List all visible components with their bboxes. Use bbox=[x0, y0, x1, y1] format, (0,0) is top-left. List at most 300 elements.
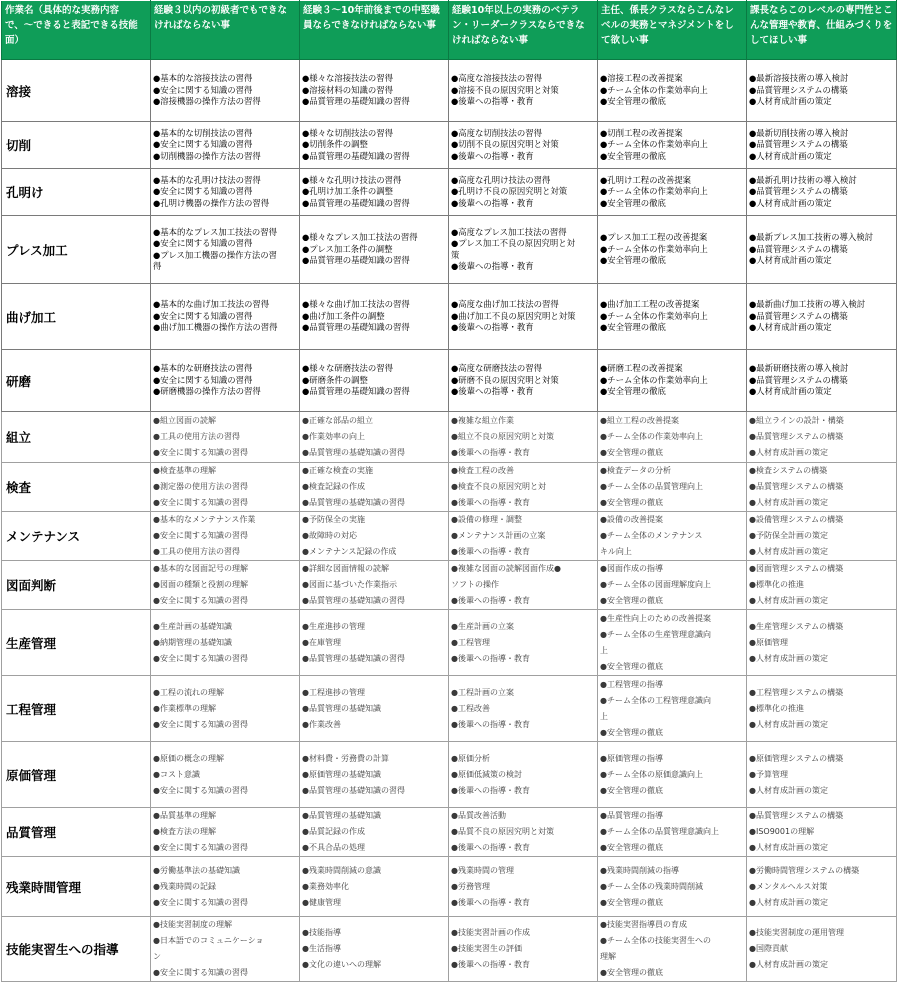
requirement-line: ●後輩への指導・教育 bbox=[451, 960, 530, 969]
table-row bbox=[2, 216, 897, 284]
requirement-line: ●原価の概念の理解 bbox=[153, 753, 224, 763]
requirement-line: ●基本的なメンテナンス作業 bbox=[153, 515, 256, 524]
requirement-cell bbox=[598, 412, 747, 463]
requirement-line: ●様々な曲げ加工技法の習得 bbox=[302, 299, 410, 310]
requirement-line: ●チーム全体の作業効率向上 bbox=[600, 186, 708, 197]
header-chief: 主任、係長クラスならこんなレベルの実務とマネジメントをして欲しい事 bbox=[598, 1, 747, 60]
requirement-line: ●高度なプレス加工技法の習得 bbox=[451, 226, 567, 237]
requirement-cell bbox=[151, 512, 300, 561]
requirement-line: ●正確な検査の実施 bbox=[302, 466, 373, 475]
requirement-cell bbox=[151, 561, 300, 610]
requirement-line: ●最新プレス加工技術の導入検討 bbox=[749, 232, 873, 243]
requirement-line: ●チーム全体の作業効率向上 bbox=[600, 310, 708, 321]
requirement-line: ●工具の使用方法の習得 bbox=[153, 432, 240, 441]
table-row bbox=[2, 122, 897, 169]
task-name-cell: メンテナンス bbox=[2, 512, 151, 561]
requirement-cell bbox=[747, 284, 897, 350]
requirement-line: ●メンタルヘルス対策 bbox=[749, 881, 828, 891]
requirement-line: ●品質記録の作成 bbox=[302, 827, 365, 836]
task-name-cell: 検査 bbox=[2, 463, 151, 512]
requirement-line: ●後輩への指導・教育 bbox=[451, 498, 530, 507]
requirement-line: ●品質管理の基礎知識の習得 bbox=[302, 322, 410, 333]
requirement-line: ●原価管理の基礎知識 bbox=[302, 769, 381, 779]
requirement-line: ●業務効率化 bbox=[302, 881, 349, 891]
requirement-cell bbox=[151, 917, 300, 982]
requirement-cell bbox=[151, 169, 300, 216]
requirement-line: ●チーム全体の工程管理意識向 bbox=[600, 695, 711, 705]
requirement-line: 理解 bbox=[600, 952, 616, 961]
requirement-cell bbox=[151, 857, 300, 917]
requirement-line: ●コスト意識 bbox=[153, 769, 200, 779]
requirement-line: ●プレス加工機器の操作方法の習 bbox=[153, 249, 277, 260]
requirement-cell bbox=[598, 676, 747, 742]
requirement-cell bbox=[300, 808, 449, 857]
requirement-cell bbox=[747, 122, 897, 169]
requirement-line: ●チーム全体のメンテナンス bbox=[600, 531, 703, 540]
table-body bbox=[2, 60, 897, 982]
requirement-line: ●プレス加工工程の改善提案 bbox=[600, 232, 708, 243]
requirement-cell bbox=[747, 512, 897, 561]
requirement-line: ●様々な切削技法の習得 bbox=[302, 127, 394, 138]
requirement-line: ●安全に関する知識の習得 bbox=[153, 843, 248, 852]
requirement-line: ●安全に関する知識の習得 bbox=[153, 448, 248, 457]
task-name-cell: 溶接 bbox=[2, 60, 151, 122]
requirement-line: ●ISO9001の理解 bbox=[749, 827, 815, 836]
requirement-line: ●工程管理 bbox=[451, 637, 490, 647]
requirement-cell bbox=[449, 463, 598, 512]
requirement-line: ●安全管理の徹底 bbox=[600, 596, 663, 605]
requirement-line: ●故障時の対応 bbox=[302, 531, 357, 540]
requirement-line: ●図面の種類と役割の理解 bbox=[153, 580, 248, 589]
task-name-cell: プレス加工 bbox=[2, 216, 151, 284]
requirement-line: ●検査工程の改善 bbox=[451, 466, 514, 475]
requirement-line: ●検査基準の理解 bbox=[153, 466, 216, 475]
requirement-line: ●チーム全体の品質管理意識向上 bbox=[600, 827, 719, 836]
requirement-line: ●基本的な曲げ加工技法の習得 bbox=[153, 299, 270, 310]
requirement-line: ●品質管理の基礎知識の習得 bbox=[302, 386, 410, 397]
requirement-cell bbox=[300, 216, 449, 284]
requirement-line: ●品質管理システムの構築 bbox=[749, 243, 848, 254]
requirement-line: ●人材育成計画の策定 bbox=[749, 719, 828, 729]
requirement-line: ●残業時間の管理 bbox=[451, 865, 514, 875]
table-row bbox=[2, 561, 897, 610]
requirement-line: ●切削機器の操作方法の習得 bbox=[153, 150, 261, 161]
task-name-cell: 孔明け bbox=[2, 169, 151, 216]
requirement-cell bbox=[151, 676, 300, 742]
requirement-cell bbox=[598, 463, 747, 512]
requirement-cell bbox=[747, 808, 897, 857]
requirement-line: ●チーム全体の作業効率向上 bbox=[600, 84, 708, 95]
requirement-line: ●チーム全体の図面理解度向上 bbox=[600, 580, 711, 589]
requirement-line: ●原価管理の指導 bbox=[600, 753, 663, 763]
requirement-line: ●安全管理の徹底 bbox=[600, 197, 666, 208]
requirement-line: ●組立工程の改善提案 bbox=[600, 416, 679, 425]
requirement-line: ●標準化の推進 bbox=[749, 703, 804, 713]
requirement-line: ●安全管理の徹底 bbox=[600, 96, 666, 107]
requirement-line: ●人材育成計画の策定 bbox=[749, 960, 828, 969]
requirement-line: ●チーム全体の原価意識向上 bbox=[600, 769, 703, 779]
requirement-line: ●生産性向上のための改善提案 bbox=[600, 613, 711, 623]
requirement-cell bbox=[747, 412, 897, 463]
requirement-line: ●残業時間削減の指導 bbox=[600, 865, 679, 875]
requirement-cell bbox=[747, 216, 897, 284]
requirement-cell bbox=[598, 610, 747, 676]
task-name-cell: 品質管理 bbox=[2, 808, 151, 857]
task-name-cell: 技能実習生への指導 bbox=[2, 917, 151, 982]
requirement-line: ●生産計画の立案 bbox=[451, 621, 514, 631]
requirement-line: ●安全管理の徹底 bbox=[600, 255, 666, 266]
requirement-line: ●原価管理 bbox=[749, 637, 788, 647]
requirement-line: ●予算管理 bbox=[749, 769, 788, 779]
requirement-line: ●人材育成計画の策定 bbox=[749, 596, 828, 605]
requirement-line: ●メンテナンス記録の作成 bbox=[302, 547, 397, 556]
requirement-line: ●品質管理システムの構築 bbox=[749, 310, 848, 321]
requirement-line: ●人材育成計画の策定 bbox=[749, 785, 828, 795]
requirement-line: ●品質管理システムの構築 bbox=[749, 139, 848, 150]
requirement-line: ●安全に関する知識の習得 bbox=[153, 785, 248, 795]
requirement-line: 策 bbox=[451, 249, 460, 260]
requirement-line: ●研磨不良の原因究明と対策 bbox=[451, 374, 559, 385]
requirement-line: ●安全管理の徹底 bbox=[600, 661, 663, 671]
header-manager: 課長ならこのレベルの専門性とこんな管理や教育、仕組みづくりをしてほしい事 bbox=[747, 1, 897, 60]
task-name-cell: 曲げ加工 bbox=[2, 284, 151, 350]
requirement-line: ●品質管理システムの構築 bbox=[749, 432, 844, 441]
requirement-line: 上 bbox=[600, 711, 608, 721]
requirement-line: ●後輩への指導・教育 bbox=[451, 897, 530, 907]
requirement-line: ●孔明け工程の改善提案 bbox=[600, 174, 692, 185]
requirement-line: ●設備の改善提案 bbox=[600, 515, 663, 524]
requirement-line: ●工程進捗の管理 bbox=[302, 687, 365, 697]
requirement-line: ●最新切削技術の導入検討 bbox=[749, 127, 849, 138]
requirement-line: ●予防保全の実施 bbox=[302, 515, 365, 524]
requirement-line: ●チーム全体の品質管理向上 bbox=[600, 482, 703, 491]
requirement-line: ●技能実習指導員の育成 bbox=[600, 920, 687, 929]
requirement-line: ●品質管理システムの構築 bbox=[749, 811, 844, 820]
requirement-line: ●品質管理の基礎知識 bbox=[302, 703, 381, 713]
requirement-line: ●作業標準の理解 bbox=[153, 703, 216, 713]
requirement-line: ●溶接機器の操作方法の習得 bbox=[153, 96, 261, 107]
requirement-cell bbox=[151, 412, 300, 463]
requirement-line: ●労働時間管理システムの構築 bbox=[749, 865, 860, 875]
requirement-line: ●孔明け加工条件の調整 bbox=[302, 186, 394, 197]
requirement-line: ●品質不良の原因究明と対策 bbox=[451, 827, 554, 836]
requirement-line: ●人材育成計画の策定 bbox=[749, 498, 828, 507]
requirement-cell bbox=[151, 808, 300, 857]
table-row bbox=[2, 169, 897, 216]
requirement-cell bbox=[747, 917, 897, 982]
requirement-cell bbox=[300, 463, 449, 512]
requirement-line: ●技能実習制度の運用管理 bbox=[749, 928, 844, 937]
requirement-cell bbox=[300, 676, 449, 742]
requirement-line: ●工程改善 bbox=[451, 703, 490, 713]
requirement-line: ●安全管理の徹底 bbox=[600, 843, 663, 852]
requirement-line: ●様々な溶接技法の習得 bbox=[302, 73, 394, 84]
requirement-line: ●チーム全体の作業効率向上 bbox=[600, 139, 708, 150]
requirement-line: ●安全に関する知識の習得 bbox=[153, 84, 253, 95]
requirement-line: ●納期管理の基礎知識 bbox=[153, 637, 232, 647]
task-name-cell: 工程管理 bbox=[2, 676, 151, 742]
requirement-line: ●人材育成計画の策定 bbox=[749, 322, 832, 333]
requirement-line: ●複雑な図面の読解図面作成● bbox=[451, 564, 561, 573]
requirement-line: ●品質基準の理解 bbox=[153, 811, 216, 820]
requirement-cell bbox=[747, 60, 897, 122]
requirement-line: ●安全に関する知識の習得 bbox=[153, 310, 253, 321]
requirement-cell bbox=[300, 561, 449, 610]
requirement-line: ●材料費・労務費の計算 bbox=[302, 753, 389, 763]
requirement-line: ●組立図面の読解 bbox=[153, 416, 216, 425]
requirement-line: ●品質管理システムの構築 bbox=[749, 186, 848, 197]
requirement-line: ●図面管理システムの構築 bbox=[749, 564, 844, 573]
requirement-cell bbox=[151, 742, 300, 808]
requirement-line: ●組立不良の原因究明と対策 bbox=[451, 432, 554, 441]
requirement-cell bbox=[300, 350, 449, 412]
requirement-cell bbox=[598, 350, 747, 412]
requirement-line: ●作業効率の向上 bbox=[302, 432, 365, 441]
requirement-line: ●安全に関する知識の習得 bbox=[153, 968, 248, 977]
requirement-line: ●安全管理の徹底 bbox=[600, 150, 666, 161]
requirement-line: ●高度な孔明け技法の習得 bbox=[451, 174, 551, 185]
requirement-line: ●品質管理の基礎知識の習得 bbox=[302, 596, 405, 605]
requirement-line: ●最新曲げ加工技術の導入検討 bbox=[749, 299, 866, 310]
requirement-cell bbox=[449, 412, 598, 463]
task-name-cell: 組立 bbox=[2, 412, 151, 463]
header-task-name: 作業名（具体的な実務内容で、〜できると表記できる技能面） bbox=[2, 1, 151, 60]
requirement-cell bbox=[300, 917, 449, 982]
requirement-line: ●品質管理の基礎知識の習得 bbox=[302, 96, 410, 107]
requirement-line: ●後輩への指導・教育 bbox=[451, 96, 534, 107]
requirement-line: ●高度な研磨技法の習得 bbox=[451, 363, 543, 374]
requirement-line: ●在庫管理 bbox=[302, 637, 341, 647]
requirement-line: ●検査データの分析 bbox=[600, 466, 671, 475]
requirement-line: ●メンテナンス計画の立案 bbox=[451, 531, 546, 540]
requirement-line: ●最新溶接技術の導入検討 bbox=[749, 73, 849, 84]
requirement-line: ●孔明け不良の原因究明と対策 bbox=[451, 186, 568, 197]
task-name-cell: 研磨 bbox=[2, 350, 151, 412]
requirement-line: ●品質管理の基礎知識の習得 bbox=[302, 448, 405, 457]
requirement-cell bbox=[151, 60, 300, 122]
requirement-line: ●高度な切削技法の習得 bbox=[451, 127, 543, 138]
requirement-cell bbox=[747, 676, 897, 742]
requirement-line: ●工程管理システムの構築 bbox=[749, 687, 844, 697]
task-name-cell: 生産管理 bbox=[2, 610, 151, 676]
requirement-line: ●安全管理の徹底 bbox=[600, 897, 663, 907]
requirement-cell bbox=[151, 216, 300, 284]
requirement-line: ●後輩への指導・教育 bbox=[451, 843, 530, 852]
table-row bbox=[2, 512, 897, 561]
requirement-line: ●複雑な組立作業 bbox=[451, 416, 514, 425]
requirement-line: ●品質管理システムの構築 bbox=[749, 374, 848, 385]
table-row bbox=[2, 284, 897, 350]
requirement-line: ●切削不良の原因究明と対策 bbox=[451, 139, 559, 150]
task-name-cell: 残業時間管理 bbox=[2, 857, 151, 917]
requirement-line: ●後輩への指導・教育 bbox=[451, 150, 534, 161]
requirement-line: ●研磨条件の調整 bbox=[302, 374, 368, 385]
requirement-line: ●曲げ加工機器の操作方法の習得 bbox=[153, 322, 278, 333]
requirement-line: ●生産管理システムの構築 bbox=[749, 621, 844, 631]
requirement-line: ●工程の流れの理解 bbox=[153, 687, 224, 697]
requirement-line: ●後輩への指導・教育 bbox=[451, 322, 534, 333]
requirement-line: ●安全管理の徹底 bbox=[600, 386, 666, 397]
requirement-line: ●安全管理の徹底 bbox=[600, 498, 663, 507]
requirement-line: ●検査システムの構築 bbox=[749, 466, 828, 475]
requirement-cell bbox=[300, 60, 449, 122]
requirement-line: ●最新研磨技術の導入検討 bbox=[749, 363, 849, 374]
requirement-line: ●最新孔明け技術の導入検討 bbox=[749, 174, 857, 185]
requirement-line: ●労務管理 bbox=[451, 881, 490, 891]
requirement-cell bbox=[598, 808, 747, 857]
requirement-line: ●基本的なプレス加工技法の習得 bbox=[153, 226, 277, 237]
table-row bbox=[2, 610, 897, 676]
requirement-line: ●チーム全体の生産管理意識向 bbox=[600, 629, 711, 639]
requirement-line: ●工具の使用方法の習得 bbox=[153, 547, 240, 556]
requirement-line: ●測定器の使用方法の習得 bbox=[153, 482, 248, 491]
requirement-cell bbox=[151, 610, 300, 676]
requirement-line: ●曲げ加工不良の原因究明と対策 bbox=[451, 310, 576, 321]
requirement-line: ●品質管理の基礎知識の習得 bbox=[302, 150, 410, 161]
requirement-line: ●技能実習制度の理解 bbox=[153, 920, 232, 929]
task-name-cell: 切削 bbox=[2, 122, 151, 169]
requirement-cell bbox=[449, 742, 598, 808]
requirement-line: ●後輩への指導・教育 bbox=[451, 547, 530, 556]
requirement-line: ●設備管理システムの構築 bbox=[749, 515, 844, 524]
requirement-line: ●曲げ加工条件の調整 bbox=[302, 310, 385, 321]
requirement-line: ●高度な溶接技法の習得 bbox=[451, 73, 543, 84]
requirement-cell bbox=[300, 512, 449, 561]
requirement-line: ●技能実習生の評価 bbox=[451, 944, 522, 953]
requirement-line: ●溶接工程の改善提案 bbox=[600, 73, 683, 84]
requirement-line: ●原価分析 bbox=[451, 753, 490, 763]
requirement-line: ●チーム全体の技能実習生への bbox=[600, 936, 711, 945]
requirement-line: ●作業改善 bbox=[302, 719, 341, 729]
requirement-line: ●検査不良の原因究明と対 bbox=[451, 482, 546, 491]
table-row bbox=[2, 857, 897, 917]
requirement-line: ●安全管理の徹底 bbox=[600, 448, 663, 457]
requirement-cell bbox=[449, 561, 598, 610]
requirement-cell bbox=[747, 463, 897, 512]
requirement-line: ●残業時間の記録 bbox=[153, 881, 216, 891]
requirement-line: ●品質管理の基礎知識の習得 bbox=[302, 255, 410, 266]
requirement-line: ●品質改善活動 bbox=[451, 811, 506, 820]
requirement-line: ●検査方法の理解 bbox=[153, 827, 216, 836]
table-row bbox=[2, 350, 897, 412]
requirement-line: ●後輩への指導・教育 bbox=[451, 197, 534, 208]
requirement-line: ●原価管理システムの構築 bbox=[749, 753, 844, 763]
requirement-cell bbox=[449, 350, 598, 412]
requirement-cell bbox=[449, 512, 598, 561]
requirement-line: ●国際貢献 bbox=[749, 944, 788, 953]
requirement-line: ●安全に関する知識の習得 bbox=[153, 139, 253, 150]
requirement-cell bbox=[449, 169, 598, 216]
requirement-line: ●人材育成計画の策定 bbox=[749, 150, 832, 161]
requirement-line: ●労働基準法の基礎知識 bbox=[153, 865, 240, 875]
requirement-line: キル向上 bbox=[600, 547, 632, 556]
requirement-cell bbox=[747, 610, 897, 676]
requirement-cell bbox=[598, 60, 747, 122]
requirement-cell bbox=[598, 284, 747, 350]
requirement-line: ●安全に関する知識の習得 bbox=[153, 374, 253, 385]
requirement-cell bbox=[598, 561, 747, 610]
requirement-cell bbox=[300, 857, 449, 917]
table-row bbox=[2, 60, 897, 122]
requirement-line: ●標準化の推進 bbox=[749, 580, 804, 589]
requirement-line: ●品質管理の基礎知識の習得 bbox=[302, 785, 405, 795]
requirement-line: ●様々なプレス加工技法の習得 bbox=[302, 232, 418, 243]
requirement-line: ●安全に関する知識の習得 bbox=[153, 719, 248, 729]
requirement-cell bbox=[598, 917, 747, 982]
requirement-cell bbox=[598, 857, 747, 917]
requirement-cell bbox=[449, 284, 598, 350]
requirement-line: ●曲げ加工工程の改善提案 bbox=[600, 299, 700, 310]
requirement-line: ●不具合品の処理 bbox=[302, 843, 365, 852]
requirement-line: ソフトの操作 bbox=[451, 580, 499, 589]
requirement-cell bbox=[747, 561, 897, 610]
requirement-line: ●基本的な切削技法の習得 bbox=[153, 127, 253, 138]
requirement-line: ●予防保全計画の策定 bbox=[749, 531, 828, 540]
header-veteran: 経験10年以上の実務のベテラン・リーダークラスならできなければならない事 bbox=[449, 1, 598, 60]
requirement-line: ●技能実習計画の作成 bbox=[451, 928, 530, 937]
requirement-line: ●溶接材料の知識の習得 bbox=[302, 84, 394, 95]
requirement-cell bbox=[300, 284, 449, 350]
requirement-line: ●生活指導 bbox=[302, 944, 341, 953]
requirement-line: ●切削工程の改善提案 bbox=[600, 127, 683, 138]
requirement-line: ●図面に基づいた作業指示 bbox=[302, 580, 397, 589]
requirement-line: ●技能指導 bbox=[302, 928, 341, 937]
requirement-line: ●後輩への指導・教育 bbox=[451, 719, 530, 729]
requirement-line: ●チーム全体の残業時間削減 bbox=[600, 881, 703, 891]
requirement-line: ●安全管理の徹底 bbox=[600, 785, 663, 795]
requirement-line: ●工程計画の立案 bbox=[451, 687, 514, 697]
requirement-cell bbox=[151, 284, 300, 350]
requirement-cell bbox=[151, 122, 300, 169]
header-mid-level: 経験３〜10年前後までの中堅職員ならできなければならない事 bbox=[300, 1, 449, 60]
requirement-cell bbox=[449, 610, 598, 676]
requirement-line: ●基本的な孔明け技法の習得 bbox=[153, 174, 261, 185]
requirement-line: ●品質管理の基礎知識 bbox=[302, 811, 381, 820]
requirement-line: ●正確な部品の組立 bbox=[302, 416, 373, 425]
requirement-line: ●残業時間削減の意識 bbox=[302, 865, 381, 875]
requirement-cell bbox=[300, 610, 449, 676]
requirement-line: ●チーム全体の作業効率向上 bbox=[600, 374, 708, 385]
header-beginner: 経験３以内の初級者でもできなければならない事 bbox=[151, 1, 300, 60]
requirement-cell bbox=[449, 60, 598, 122]
requirement-line: ●人材育成計画の策定 bbox=[749, 897, 828, 907]
requirement-line: ●品質管理の指導 bbox=[600, 811, 663, 820]
requirement-line: ●品質管理の基礎知識の習得 bbox=[302, 653, 405, 663]
requirement-line: ●図面作成の指導 bbox=[600, 564, 663, 573]
requirement-cell bbox=[747, 742, 897, 808]
requirement-line: ●後輩への指導・教育 bbox=[451, 785, 530, 795]
requirement-cell bbox=[598, 512, 747, 561]
requirement-line: ●溶接不良の原因究明と対策 bbox=[451, 84, 559, 95]
requirement-cell bbox=[300, 742, 449, 808]
requirement-cell bbox=[300, 412, 449, 463]
requirement-cell bbox=[151, 463, 300, 512]
requirement-line: ●健康管理 bbox=[302, 897, 341, 907]
requirement-line: ●安全管理の徹底 bbox=[600, 322, 666, 333]
requirement-line: ●設備の修理・調整 bbox=[451, 515, 522, 524]
requirement-line: ●研磨機器の操作方法の習得 bbox=[153, 386, 261, 397]
requirement-line: ●品質管理システムの構築 bbox=[749, 84, 848, 95]
requirement-line: ●人材育成計画の策定 bbox=[749, 547, 828, 556]
requirement-line: ●組立ラインの設計・構築 bbox=[749, 416, 844, 425]
requirement-cell bbox=[598, 742, 747, 808]
requirement-line: ●人材育成計画の策定 bbox=[749, 843, 828, 852]
requirement-line: ●人材育成計画の策定 bbox=[749, 386, 832, 397]
requirement-line: ●安全管理の徹底 bbox=[600, 727, 663, 737]
requirement-line: ●高度な曲げ加工技法の習得 bbox=[451, 299, 559, 310]
requirement-line: ●生産進捗の管理 bbox=[302, 621, 365, 631]
requirement-line: ●文化の違いへの理解 bbox=[302, 960, 381, 969]
